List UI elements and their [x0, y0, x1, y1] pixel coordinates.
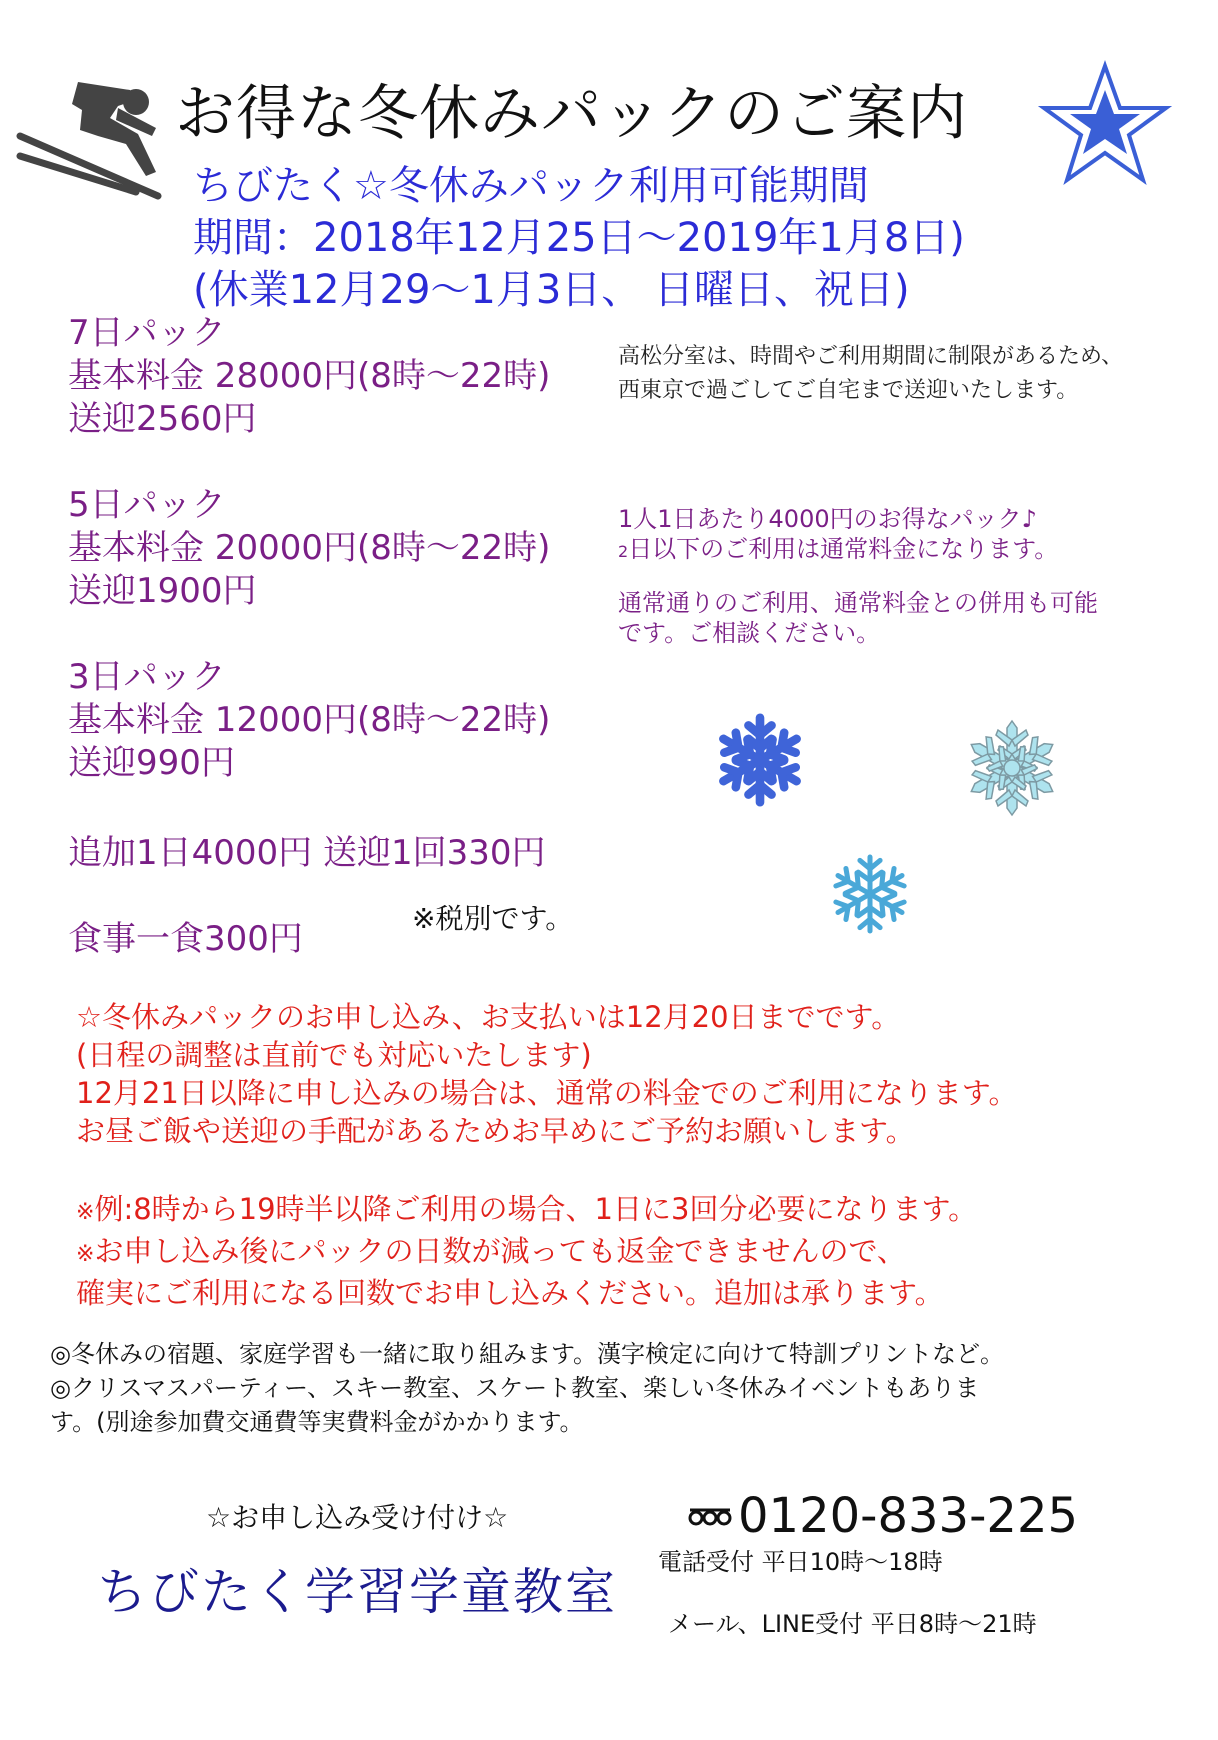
caution-line — [76, 1232, 977, 1274]
deadline-line: (日程の調整は直前でも対応いたします) — [76, 1038, 592, 1072]
pack-transport: 送迎990円 — [68, 743, 235, 783]
snowflake-icon — [828, 852, 912, 936]
meal-fee: 食事一食300円 — [68, 919, 303, 959]
freedial-icon — [688, 1506, 732, 1526]
pack-transport: 送迎2560円 — [68, 399, 257, 439]
takamatsu-note — [618, 340, 1123, 408]
tax-note: ※税別です。 — [412, 902, 574, 935]
phone-number[interactable]: 0120-833-225 — [738, 1488, 1079, 1544]
star-icon — [1040, 62, 1170, 187]
skier-icon — [18, 72, 168, 182]
deadline-line: ☆冬休みパックのお申し込み、お支払いは12月20日までです。 — [76, 1000, 901, 1034]
period-dates: 期間：2018年12月25日～2019年1月8日) — [193, 215, 965, 261]
deadline-line: お昼ご飯や送迎の手配があるためお早めにご予約お願いします。 — [76, 1114, 915, 1148]
pack-5day — [68, 484, 550, 613]
pack-name: 7日パック — [68, 313, 226, 353]
deal-note-line — [618, 534, 1058, 567]
caution-line: 確実にご利用になる回数でお申し込みください。追加は承ります。 — [76, 1276, 944, 1310]
takamatsu-note-line: 高松分室は、時間やご利用期間に制限があるため、 — [618, 344, 1124, 369]
period-closed-days: (休業12月29～1月3日、 日曜日、祝日) — [193, 267, 910, 313]
pack-fee: 基本料金 12000円(8時～22時) — [68, 700, 551, 740]
school-name: ちびたく学習学童教室 — [97, 1563, 617, 1621]
mail-hours: メール、LINE受付 平日8時～21時 — [668, 1610, 1037, 1638]
caution-mark: ※ — [76, 1200, 95, 1225]
deal-note-line: 1人1日あたり4000円のお得なパック♪ — [618, 505, 1037, 533]
period-heading: ちびたく☆冬休みパック利用可能期間 — [193, 163, 869, 209]
combo-note — [618, 588, 1098, 648]
features-line: ◎冬休みの宿題、家庭学習も一緒に取り組みます。漢字検定に向けて特訓プリントなど。 — [50, 1340, 1005, 1368]
tel-hours: 電話受付 平日10時～18時 — [658, 1548, 943, 1576]
deadline-line: 12月21日以降に申し込みの場合は、通常の料金でのご利用になります。 — [76, 1076, 1018, 1110]
combo-note-line: です。ご相談ください。 — [618, 619, 881, 647]
pack-name: 3日パック — [68, 657, 226, 697]
snowflake-icon — [712, 712, 808, 808]
pack-fee: 基本料金 28000円(8時～22時) — [68, 356, 551, 396]
features-note — [50, 1337, 1004, 1439]
pack-transport: 送迎1900円 — [68, 571, 257, 611]
caution-mark: ※ — [76, 1242, 95, 1267]
pack-name: 5日パック — [68, 485, 226, 525]
pack-fee: 基本料金 20000円(8時～22時) — [68, 528, 551, 568]
caution-note — [76, 1190, 977, 1312]
deal-note — [618, 504, 1058, 567]
features-line: ◎クリスマスパーティー、スキー教室、スケート教室、楽しい冬休みイベントもありま — [50, 1374, 980, 1402]
caution-line — [76, 1190, 977, 1232]
deal-note-text: 日以下のご利用は通常料金になります。 — [628, 535, 1059, 563]
additional-fee: 追加1日4000円 送迎1回330円 — [68, 833, 546, 873]
deal-note-prefix: 2 — [618, 542, 629, 561]
takamatsu-note-line: 西東京で過ごしてご自宅まで送迎いたします。 — [618, 378, 1079, 403]
pack-3day — [68, 656, 550, 785]
apply-label: ☆お申し込み受け付け☆ — [206, 1501, 509, 1534]
snowflake-icon — [962, 718, 1062, 818]
deadline-note — [76, 998, 1017, 1150]
caution-text: 例:8時から19時半以降ご利用の場合、1日に3回分必要になります。 — [94, 1192, 978, 1226]
combo-note-line: 通常通りのご利用、通常料金との併用も可能 — [618, 589, 1098, 617]
pack-7day — [68, 312, 550, 441]
features-line: す。(別途参加費交通費等実費料金がかかります。 — [50, 1408, 584, 1436]
page-title: お得な冬休みパックのご案内 — [175, 79, 968, 149]
caution-text: お申し込み後にパックの日数が減っても返金できませんので、 — [94, 1234, 906, 1268]
